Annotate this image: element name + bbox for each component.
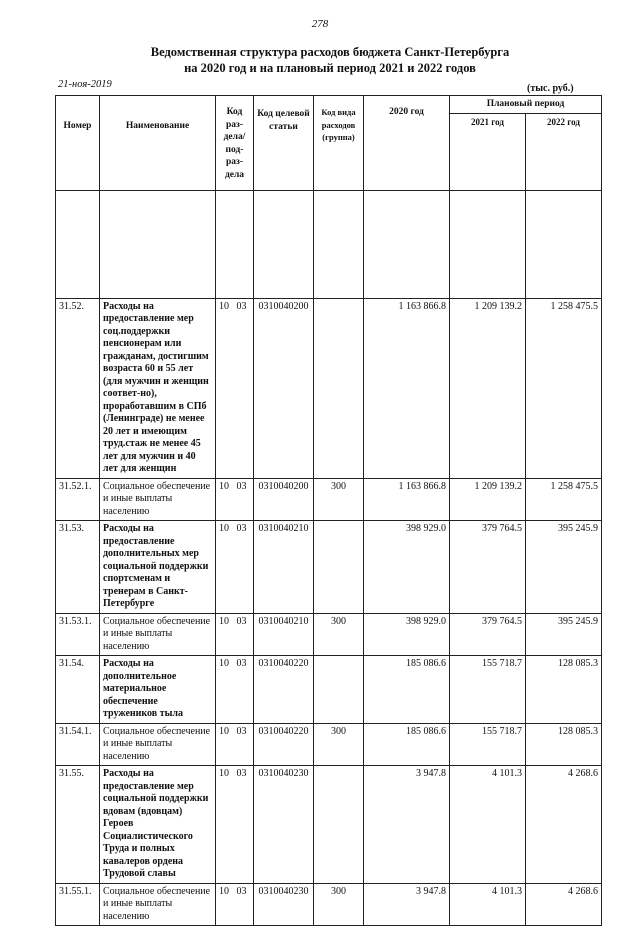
row-2020: 185 086.6 xyxy=(364,656,450,724)
table-row-31.52 xyxy=(56,298,602,478)
row-2020: 185 086.6 xyxy=(364,723,450,766)
row-target: 0310040220 xyxy=(254,723,314,766)
row-number: 31.53. xyxy=(56,521,100,614)
spacer-row xyxy=(56,190,602,298)
row-number: 31.55.1. xyxy=(56,883,100,926)
row-section: 10 03 xyxy=(216,521,254,614)
header-section: Код раз- дела/ под- раз- дела xyxy=(216,96,254,191)
header-number: Номер xyxy=(56,96,100,191)
row-number: 31.55. xyxy=(56,766,100,884)
row-target: 0310040210 xyxy=(254,613,314,656)
row-section: 10 03 xyxy=(216,478,254,521)
title-line-2: на 2020 год и на плановый период 2021 и 2022 годов xyxy=(184,61,476,75)
row-section: 10 03 xyxy=(216,883,254,926)
row-name: Расходы на предоставление мер соц.поддержки пенсионерам или гражданам, достигшим возраста 60 и 55 лет (для мужчин и женщин соответ-но), проработавшим в СПб (Ленинграде) не менее 20 лет и имеющим труд.стаж не менее 45 лет для мужчин и 40 лет для женщин xyxy=(100,298,216,478)
row-type: 300 xyxy=(314,883,364,926)
table-row-31.53.1 xyxy=(56,613,602,656)
row-type xyxy=(314,766,364,884)
document-title xyxy=(60,44,600,76)
row-2021: 1 209 139.2 xyxy=(450,298,526,478)
page-number: 278 xyxy=(311,18,329,30)
budget-table xyxy=(55,95,602,926)
row-2020: 3 947.8 xyxy=(364,766,450,884)
row-type xyxy=(314,521,364,614)
row-2022: 1 258 475.5 xyxy=(526,478,602,521)
row-type xyxy=(314,298,364,478)
row-target: 0310040230 xyxy=(254,883,314,926)
table-row-31.55.1 xyxy=(56,883,602,926)
row-name: Социальное обеспечение и иные выплаты населению xyxy=(100,478,216,521)
row-2021: 155 718.7 xyxy=(450,723,526,766)
row-2022: 395 245.9 xyxy=(526,613,602,656)
row-2020: 1 163 866.8 xyxy=(364,298,450,478)
table-row-31.55 xyxy=(56,766,602,884)
row-2021: 1 209 139.2 xyxy=(450,478,526,521)
row-target: 0310040200 xyxy=(254,298,314,478)
row-name: Социальное обеспечение и иные выплаты населению xyxy=(100,613,216,656)
table-body xyxy=(56,190,602,926)
row-section: 10 03 xyxy=(216,298,254,478)
row-section: 10 03 xyxy=(216,613,254,656)
row-number: 31.52.1. xyxy=(56,478,100,521)
header-target: Код целевой статьи xyxy=(254,96,314,191)
row-name: Расходы на предоставление дополнительных мер социальной поддержки спортсменам и тренерам в Санкт-Петербурге xyxy=(100,521,216,614)
header-name: Наименование xyxy=(100,96,216,191)
row-2021: 4 101.3 xyxy=(450,766,526,884)
row-name: Расходы на предоставление мер социальной поддержки вдовам (вдовцам) Героев Социалистического Труда и полных кавалеров ордена Трудовой славы xyxy=(100,766,216,884)
row-2022: 128 085.3 xyxy=(526,723,602,766)
header-2021: 2021 год xyxy=(450,113,526,190)
row-type: 300 xyxy=(314,478,364,521)
row-2022: 4 268.6 xyxy=(526,766,602,884)
title-line-1: Ведомственная структура расходов бюджета Санкт-Петербурга xyxy=(150,45,510,59)
row-target: 0310040200 xyxy=(254,478,314,521)
units-label: (тыс. руб.) xyxy=(527,83,574,94)
table-row-31.54.1 xyxy=(56,723,602,766)
row-target: 0310040220 xyxy=(254,656,314,724)
row-2020: 398 929.0 xyxy=(364,613,450,656)
header-2022: 2022 год xyxy=(526,113,602,190)
header-2020: 2020 год xyxy=(364,96,450,191)
row-2022: 1 258 475.5 xyxy=(526,298,602,478)
row-section: 10 03 xyxy=(216,766,254,884)
row-number: 31.52. xyxy=(56,298,100,478)
row-type xyxy=(314,656,364,724)
row-type: 300 xyxy=(314,723,364,766)
row-number: 31.53.1. xyxy=(56,613,100,656)
row-2022: 128 085.3 xyxy=(526,656,602,724)
row-2022: 4 268.6 xyxy=(526,883,602,926)
row-section: 10 03 xyxy=(216,723,254,766)
row-target: 0310040210 xyxy=(254,521,314,614)
row-target: 0310040230 xyxy=(254,766,314,884)
document-date: 21-ноя-2019 xyxy=(58,79,112,90)
row-2022: 395 245.9 xyxy=(526,521,602,614)
table-row-31.54 xyxy=(56,656,602,724)
row-number: 31.54.1. xyxy=(56,723,100,766)
row-section: 10 03 xyxy=(216,656,254,724)
row-2021: 155 718.7 xyxy=(450,656,526,724)
row-2020: 3 947.8 xyxy=(364,883,450,926)
row-2020: 1 163 866.8 xyxy=(364,478,450,521)
row-type: 300 xyxy=(314,613,364,656)
row-name: Расходы на дополнительное материальное обеспечение тружеников тыла xyxy=(100,656,216,724)
row-2021: 379 764.5 xyxy=(450,613,526,656)
header-type: Код вида расходов (группа) xyxy=(314,96,364,191)
table-row-31.53 xyxy=(56,521,602,614)
row-2020: 398 929.0 xyxy=(364,521,450,614)
row-name: Социальное обеспечение и иные выплаты населению xyxy=(100,883,216,926)
row-2021: 4 101.3 xyxy=(450,883,526,926)
table-row-31.52.1 xyxy=(56,478,602,521)
header-planned: Плановый период xyxy=(450,96,602,114)
row-number: 31.54. xyxy=(56,656,100,724)
row-2021: 379 764.5 xyxy=(450,521,526,614)
row-name: Социальное обеспечение и иные выплаты населению xyxy=(100,723,216,766)
